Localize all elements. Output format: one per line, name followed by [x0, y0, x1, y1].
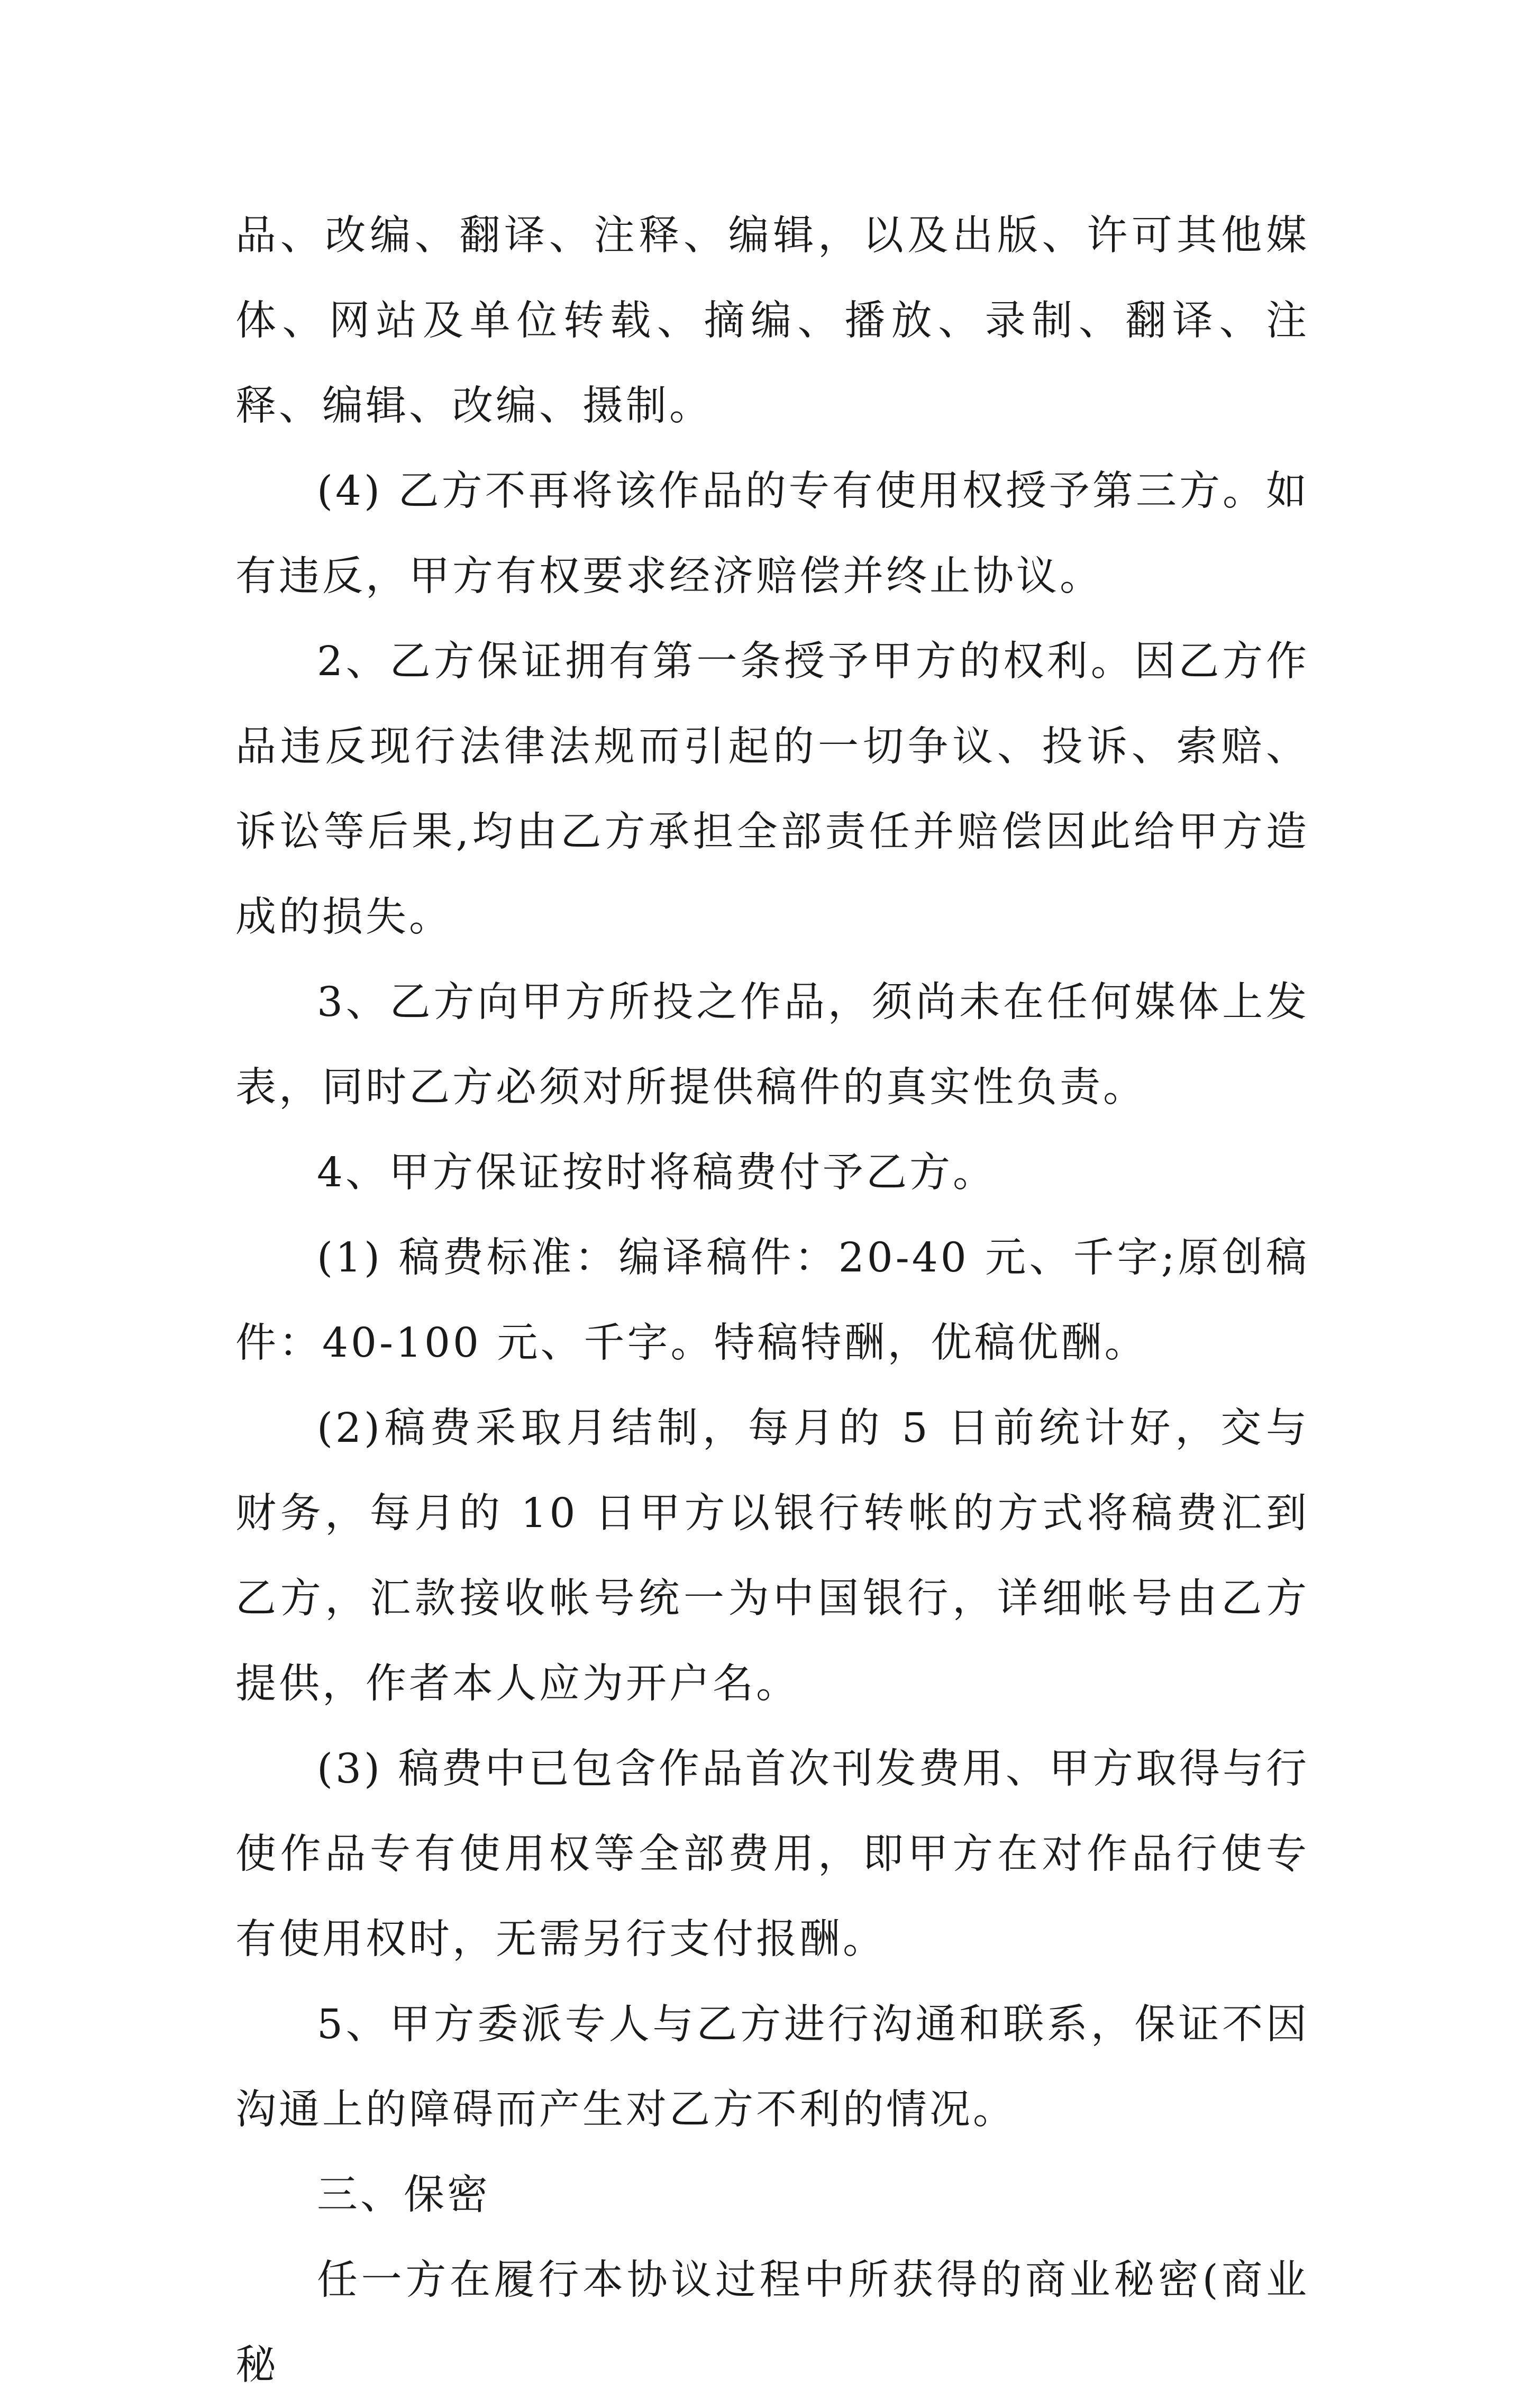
paragraph-item-3-unpublished: 3、乙方向甲方所投之作品，须尚未在任何媒体上发表，同时乙方必须对所提供稿件的真实性负责。: [235, 979, 1309, 1111]
section-heading-confidentiality: 三、保密: [317, 2171, 490, 2219]
paragraph-confidentiality-start: 任一方在履行本协议过程中所获得的商业秘密(商业秘: [235, 2257, 1309, 2389]
document-body: [235, 193, 1309, 2408]
paragraph-rights-list-continued: 品、改编、翻译、注释、编辑，以及出版、许可其他媒体、网站及单位转载、摘编、播放、录制、翻译、注释、编辑、改编、摄制。: [235, 212, 1309, 430]
paragraph-clause-2-monthly-settlement: (2)稿费采取月结制，每月的 5 日前统计好，交与财务，每月的 10 日甲方以银行转帐的方式将稿费汇到乙方，汇款接收帐号统一为中国银行，详细帐号由乙方提供，作者本人应为开户名。: [235, 1405, 1309, 1707]
paragraph-item-4-payment: 4、甲方保证按时将稿费付予乙方。: [317, 1149, 996, 1196]
paragraph-clause-4-exclusive-rights: (4) 乙方不再将该作品的专有使用权授予第三方。如有违反，甲方有权要求经济赔偿并终止协议。: [235, 468, 1309, 600]
paragraph-item-2-warranty: 2、乙方保证拥有第一条授予甲方的权利。因乙方作品违反现行法律法规而引起的一切争议、投诉、索赔、诉讼等后果,均由乙方承担全部责任并赔偿因此给甲方造成的损失。: [235, 638, 1309, 941]
paragraph-clause-3-fee-inclusion: (3) 稿费中已包含作品首次刊发费用、甲方取得与行使作品专有使用权等全部费用，即甲方在对作品行使专有使用权时，无需另行支付报酬。: [235, 1746, 1309, 1963]
paragraph-item-5-communication: 5、甲方委派专人与乙方进行沟通和联系，保证不因沟通上的障碍而产生对乙方不利的情况。: [235, 2001, 1309, 2133]
paragraph-clause-1-fee-standard: (1) 稿费标准：编译稿件：20-40 元、千字;原创稿件：40-100 元、千字。特稿特酬，优稿优酬。: [235, 1234, 1309, 1367]
